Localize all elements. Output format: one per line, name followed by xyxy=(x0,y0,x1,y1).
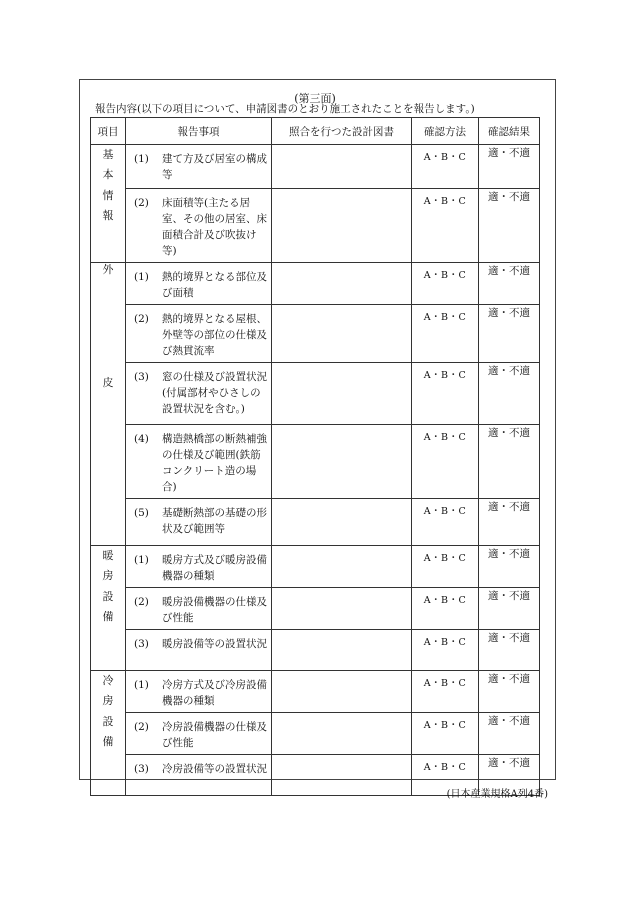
method-options[interactable]: A・B・C xyxy=(412,671,479,713)
item-text: 暖房設備機器の仕様及び性能 xyxy=(162,596,267,624)
item-text: 構造熱橋部の断熱補強の仕様及び範囲(鉄筋コンクリート造の場合) xyxy=(162,433,267,493)
method-options[interactable]: A・B・C xyxy=(412,713,479,755)
drawing-input-cell[interactable] xyxy=(272,546,412,588)
result-options[interactable]: 適・不適 xyxy=(479,630,540,671)
result-options[interactable]: 適・不適 xyxy=(479,755,540,796)
category-cell xyxy=(91,263,126,546)
drawing-input-cell[interactable] xyxy=(272,305,412,363)
category-char: 房 xyxy=(102,694,114,708)
item-text: 基礎断熱部の基礎の形状及び範囲等 xyxy=(162,507,267,535)
report-intro: 報告内容(以下の項目について、申請図書のとおり施工されたことを報告します。) xyxy=(95,103,475,115)
table-row xyxy=(91,546,540,588)
report-item-cell xyxy=(126,671,272,713)
report-item-cell xyxy=(126,425,272,499)
item-text: 床面積等(主たる居室、その他の居室、床面積合計及び吹抜け等) xyxy=(162,197,267,257)
category-char: 情 xyxy=(102,188,114,202)
result-options[interactable]: 適・不適 xyxy=(479,671,540,713)
report-item-cell xyxy=(126,363,272,425)
method-options[interactable]: A・B・C xyxy=(412,305,479,363)
category-cell xyxy=(91,145,126,263)
drawing-input-cell[interactable] xyxy=(272,630,412,671)
method-options[interactable]: A・B・C xyxy=(412,630,479,671)
category-char: 基 xyxy=(102,148,114,161)
table-row xyxy=(91,189,540,263)
result-options[interactable]: 適・不適 xyxy=(479,425,540,499)
item-number: (2) xyxy=(134,596,149,608)
result-options[interactable]: 適・不適 xyxy=(479,305,540,363)
result-options[interactable]: 適・不適 xyxy=(479,363,540,425)
report-item-cell xyxy=(126,588,272,630)
report-item-cell xyxy=(126,305,272,363)
item-number: (2) xyxy=(134,721,149,733)
drawing-input-cell[interactable] xyxy=(272,499,412,546)
item-text: 冷房設備機器の仕様及び性能 xyxy=(162,721,267,749)
result-options[interactable]: 適・不適 xyxy=(479,546,540,588)
result-options[interactable]: 適・不適 xyxy=(479,145,540,189)
drawing-input-cell[interactable] xyxy=(272,363,412,425)
category-cell xyxy=(91,671,126,796)
item-number: (2) xyxy=(134,197,149,209)
category-char: 備 xyxy=(102,610,114,624)
drawing-input-cell[interactable] xyxy=(272,588,412,630)
item-text: 窓の仕様及び設置状況(付属部材やひさしの設置状況を含む。) xyxy=(162,371,267,415)
method-options[interactable]: A・B・C xyxy=(412,755,479,796)
item-text: 冷房設備等の設置状況 xyxy=(162,763,267,775)
item-number: (3) xyxy=(134,371,149,383)
header-result: 確認結果 xyxy=(479,118,540,145)
category-char: 房 xyxy=(102,569,114,583)
table-row xyxy=(91,630,540,671)
category-char: 設 xyxy=(102,589,114,603)
category-char: 皮 xyxy=(102,376,114,390)
header-method: 確認方法 xyxy=(412,118,479,145)
header-category: 項目 xyxy=(91,118,126,145)
header-drawing: 照合を行つた設計図書 xyxy=(272,118,412,145)
method-options[interactable]: A・B・C xyxy=(412,425,479,499)
item-text: 暖房方式及び暖房設備機器の種類 xyxy=(162,554,267,582)
report-table xyxy=(90,117,540,796)
item-number: (1) xyxy=(134,153,149,165)
table-row xyxy=(91,588,540,630)
report-item-cell xyxy=(126,499,272,546)
category-char: 暖 xyxy=(102,549,114,562)
category-char: 報 xyxy=(102,209,114,223)
item-text: 熱的境界となる部位及び面積 xyxy=(162,271,267,299)
method-options[interactable]: A・B・C xyxy=(412,588,479,630)
item-text: 熱的境界となる屋根、外壁等の部位の仕様及び熱貫流率 xyxy=(162,313,267,357)
category-char: 本 xyxy=(102,168,114,182)
drawing-input-cell[interactable] xyxy=(272,755,412,796)
drawing-input-cell[interactable] xyxy=(272,425,412,499)
item-number: (1) xyxy=(134,554,149,566)
item-text: 暖房設備等の設置状況 xyxy=(162,638,267,650)
table-header-row xyxy=(91,118,540,145)
table-row xyxy=(91,363,540,425)
item-text: 冷房方式及び冷房設備機器の種類 xyxy=(162,679,267,707)
table-row xyxy=(91,145,540,189)
item-number: (1) xyxy=(134,679,149,691)
method-options[interactable]: A・B・C xyxy=(412,363,479,425)
category-char: 冷 xyxy=(102,674,114,687)
report-item-cell xyxy=(126,189,272,263)
drawing-input-cell[interactable] xyxy=(272,671,412,713)
method-options[interactable]: A・B・C xyxy=(412,145,479,189)
table-row xyxy=(91,425,540,499)
item-number: (5) xyxy=(134,507,149,519)
table-row xyxy=(91,713,540,755)
table-row xyxy=(91,671,540,713)
drawing-input-cell[interactable] xyxy=(272,189,412,263)
item-number: (2) xyxy=(134,313,149,325)
result-options[interactable]: 適・不適 xyxy=(479,499,540,546)
paper-size-note: (日本産業規格A列4番) xyxy=(446,789,548,800)
section-title: (第三面) xyxy=(294,92,336,105)
table-row xyxy=(91,305,540,363)
report-item-cell xyxy=(126,145,272,189)
result-options[interactable]: 適・不適 xyxy=(479,588,540,630)
item-number: (4) xyxy=(134,433,149,445)
report-item-cell xyxy=(126,630,272,671)
drawing-input-cell[interactable] xyxy=(272,263,412,305)
header-item: 報告事項 xyxy=(126,118,272,145)
result-options[interactable]: 適・不適 xyxy=(479,263,540,305)
category-char: 設 xyxy=(102,714,114,728)
method-options[interactable]: A・B・C xyxy=(412,499,479,546)
drawing-input-cell[interactable] xyxy=(272,145,412,189)
drawing-input-cell[interactable] xyxy=(272,713,412,755)
category-char: 備 xyxy=(102,735,114,749)
item-number: (1) xyxy=(134,271,149,283)
item-text: 建て方及び居室の構成等 xyxy=(162,153,267,181)
result-options[interactable]: 適・不適 xyxy=(479,713,540,755)
table-row xyxy=(91,263,540,305)
method-options[interactable]: A・B・C xyxy=(412,263,479,305)
report-item-cell xyxy=(126,263,272,305)
category-cell xyxy=(91,546,126,671)
item-number: (3) xyxy=(134,763,149,775)
report-item-cell xyxy=(126,546,272,588)
report-item-cell xyxy=(126,713,272,755)
method-options[interactable]: A・B・C xyxy=(412,546,479,588)
category-char: 外 xyxy=(102,263,114,276)
item-number: (3) xyxy=(134,638,149,650)
table-row xyxy=(91,499,540,546)
report-item-cell xyxy=(126,755,272,796)
method-options[interactable]: A・B・C xyxy=(412,189,479,263)
result-options[interactable]: 適・不適 xyxy=(479,189,540,263)
